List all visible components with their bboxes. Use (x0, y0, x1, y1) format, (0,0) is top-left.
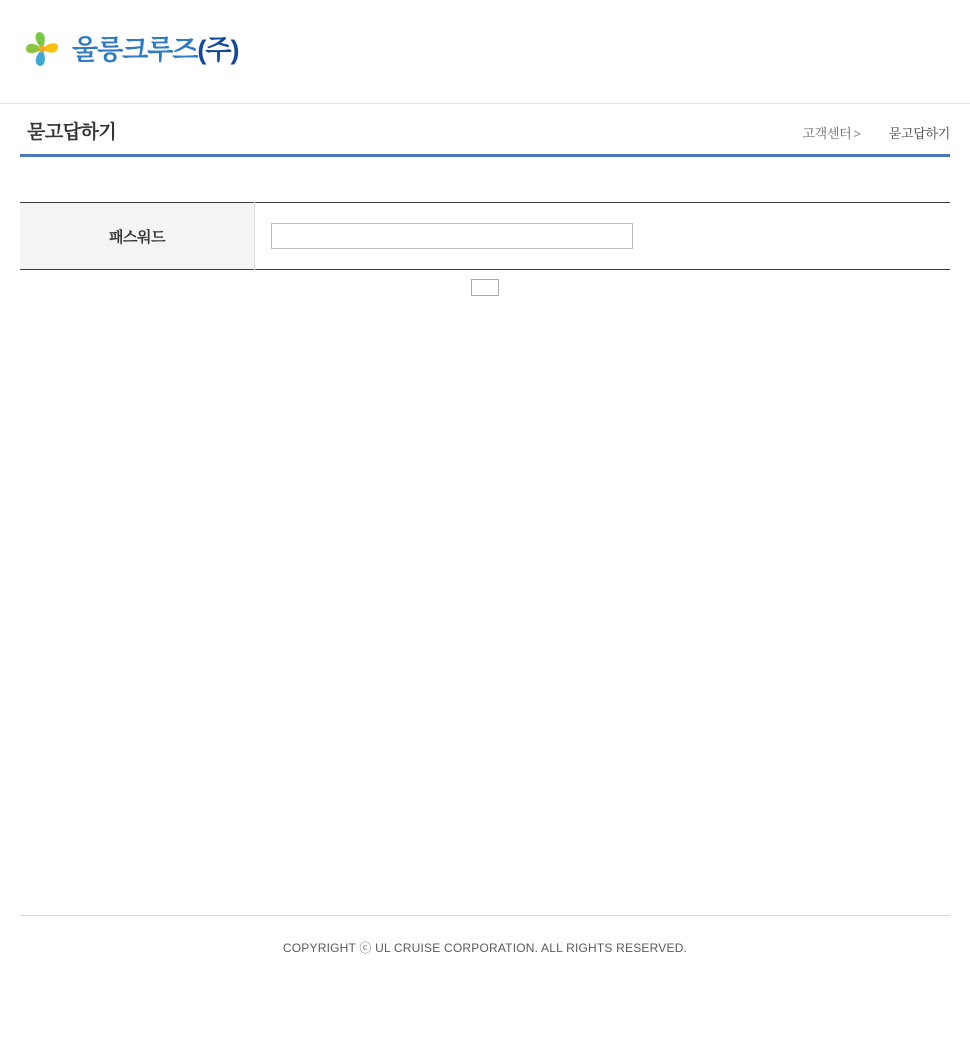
site-logo[interactable] (20, 28, 239, 72)
breadcrumb-item-current: 묻고답하기 (888, 126, 950, 141)
copyright-text: COPYRIGHT ⓒ UL CRUISE CORPORATION. ALL RIGHTS RESERVED. (282, 941, 688, 955)
table-row (20, 203, 950, 270)
password-input[interactable] (271, 223, 633, 249)
pinwheel-flower-logo-icon (20, 28, 64, 72)
main-content (20, 157, 950, 297)
form-actions (20, 279, 950, 297)
password-label: 패스워드 (20, 203, 255, 270)
site-footer (0, 915, 970, 956)
breadcrumb-item-root[interactable]: 고객센터 (802, 126, 852, 141)
logo-text-suffix: (주) (197, 34, 239, 65)
logo-text (72, 34, 239, 65)
password-form-table (20, 202, 950, 270)
confirm-button[interactable] (471, 279, 499, 296)
site-header (0, 0, 970, 104)
breadcrumb-separator-icon: > (853, 126, 861, 141)
breadcrumb (802, 123, 950, 142)
password-field-cell (255, 203, 951, 270)
page-title: 묻고답하기 (27, 122, 117, 143)
page-title-bar (20, 104, 950, 157)
logo-text-main: 울릉크루즈 (72, 34, 198, 65)
